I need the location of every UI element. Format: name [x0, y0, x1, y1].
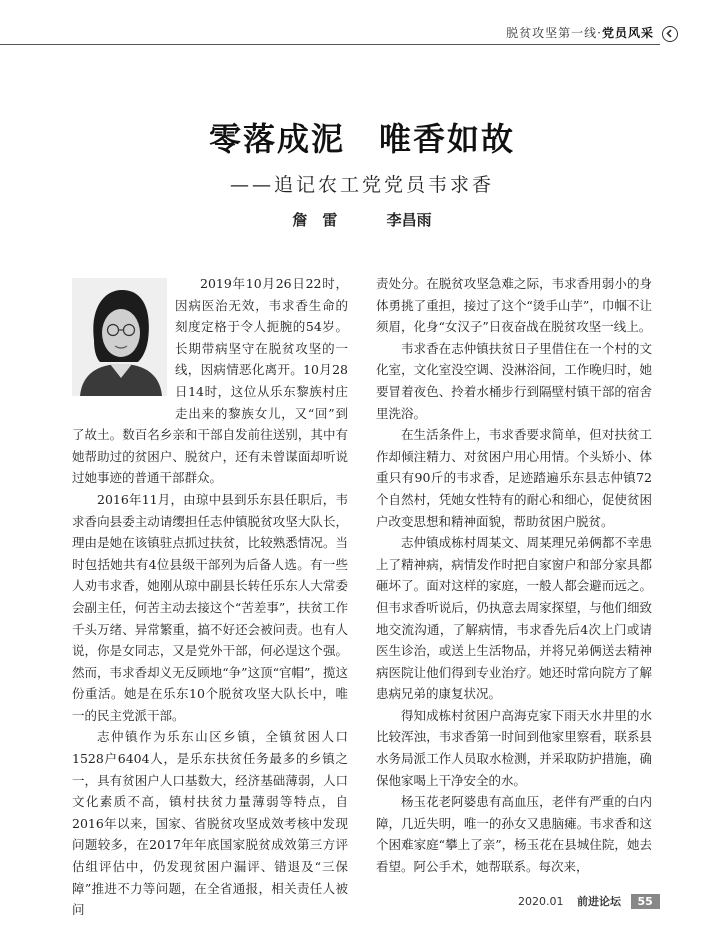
magazine-name: 前进论坛 — [577, 895, 621, 908]
right-column — [376, 273, 652, 878]
paragraph: 韦求香在志仲镇扶贫日子里借住在一个村的文化室，文化室没空调、没淋浴间，工作晚归时，她要冒着夜色、拎着水桶步行到隔壁村镇干部的宿舍里洗浴。 — [376, 340, 652, 421]
paragraph: 2019年10月26日22时，因病医治无效，韦求香生命的刻度定格于令人扼腕的54岁。长期带病坚守在脱贫攻坚的一线，因病情恶化离开。10月28日14时，这位从乐东黎族村庄走出来的黎族女儿，又“回”到了故土。数百名乡亲和干部自发前往送别，其中有她帮助过的贫困户、脱贫户，还有未曾谋面却听说过她事迹的普通干部群众。 — [72, 276, 348, 486]
paragraph: 2016年11月，由琼中县到乐东县任职后，韦求香向县委主动请缨担任志仲镇脱贫攻坚大队长，理由是她在该镇驻点抓过扶贫，比较熟悉情况。当时包括她共有4位县级干部列为后备人选。有一些人劝韦求香，她刚从琼中副县长转任乐东人大常委会副主任，何苦主动去接这个“苦差事”，扶贫工作千头万绪、异常繁重，搞不好还会被问责。也有人说，你是女同志，又是党外干部，何必逞这个强。然而，韦求香却义无反顾地“争”这顶“官帽”，揽这份重活。她是在乐东10个脱贫攻坚大队长中，唯一的民主党派干部。 — [72, 491, 348, 723]
article-title: 零落成泥 唯香如故 — [208, 120, 515, 158]
header-rule — [0, 44, 660, 45]
article-authors — [0, 209, 724, 230]
paragraph: 志仲镇作为乐东山区乡镇，全镇贫困人口1528户6404人，是乐东扶贫任务最多的乡镇之一，具有贫困户人口基数大，经济基础薄弱，人口文化素质不高，镇村扶贫力量薄弱等特点，自2016年以来，国家、省脱贫攻坚成效考核中发现问题较多，在2017年年底国家脱贫成效第三方评估组评估中，仍发现贫困户漏评、错退及“三保障”推进不力等问题，在全省通报，相关责任人被问 — [72, 729, 348, 918]
arrow-circle-icon — [662, 26, 678, 42]
header-section: 脱贫攻坚第一线 — [506, 26, 598, 40]
author-name: 詹 雷 — [292, 211, 338, 229]
paragraph: 得知成栋村贫困户高海克家下雨天水井里的水比较浑浊，韦求香第一时间到他家里察看，联系县水务局派工作人员取水检测，并采取防护措施，确保他家喝上干净安全的水。 — [376, 707, 652, 788]
paragraph: 杨玉花老阿婆患有高血压，老伴有严重的白内障，几近失明，唯一的孙女又患脑瘫。韦求香和这个困难家庭“攀上了亲”，杨玉花在县城住院，她去看望。阿公手术，她帮联系。每次来， — [376, 794, 652, 875]
author-name: 李昌雨 — [386, 211, 432, 229]
paragraph: 志仲镇成栋村周某文、周某理兄弟俩都不幸患上了精神病，病情发作时把自家窗户和部分家具都砸坏了。面对这样的家庭，一般人都会避而远之。但韦求香听说后，仍执意去周家探望，与他们细致地交流沟通，了解病情，韦求香先后4次上门或请医生诊治，或送上生活物品，并将兄弟俩送去精神病医院让他们得到专业治疗。她还时常向院方了解患病兄弟的康复状况。 — [376, 535, 652, 702]
paragraph: 责处分。在脱贫攻坚急难之际，韦求香用弱小的身体勇挑了重担，接过了这个“烫手山芋”，巾帼不让须眉，化身“女汉子”日夜奋战在脱贫攻坚一线上。 — [376, 276, 652, 335]
left-column — [72, 273, 348, 921]
page-footer — [518, 893, 660, 909]
issue-date: 2020.01 — [518, 895, 564, 908]
paragraph: 在生活条件上，韦求香要求简单，但对扶贫工作却倾注精力、对贫困户用心用情。个头矫小、体重只有90斤的韦求香，足迹踏遍乐东县志仲镇72个自然村，凭她女性特有的耐心和细心，促使贫困户改变思想和精神面貌，帮助贫困户脱贫。 — [376, 427, 652, 529]
header-column: 党员风采 — [601, 26, 654, 40]
article-subtitle: ——追记农工党党员韦求香 — [229, 174, 494, 196]
photo-wrap-space — [72, 273, 175, 415]
page-number: 55 — [631, 894, 660, 909]
running-header: 脱贫攻坚第一线·党员风采 — [506, 26, 654, 40]
